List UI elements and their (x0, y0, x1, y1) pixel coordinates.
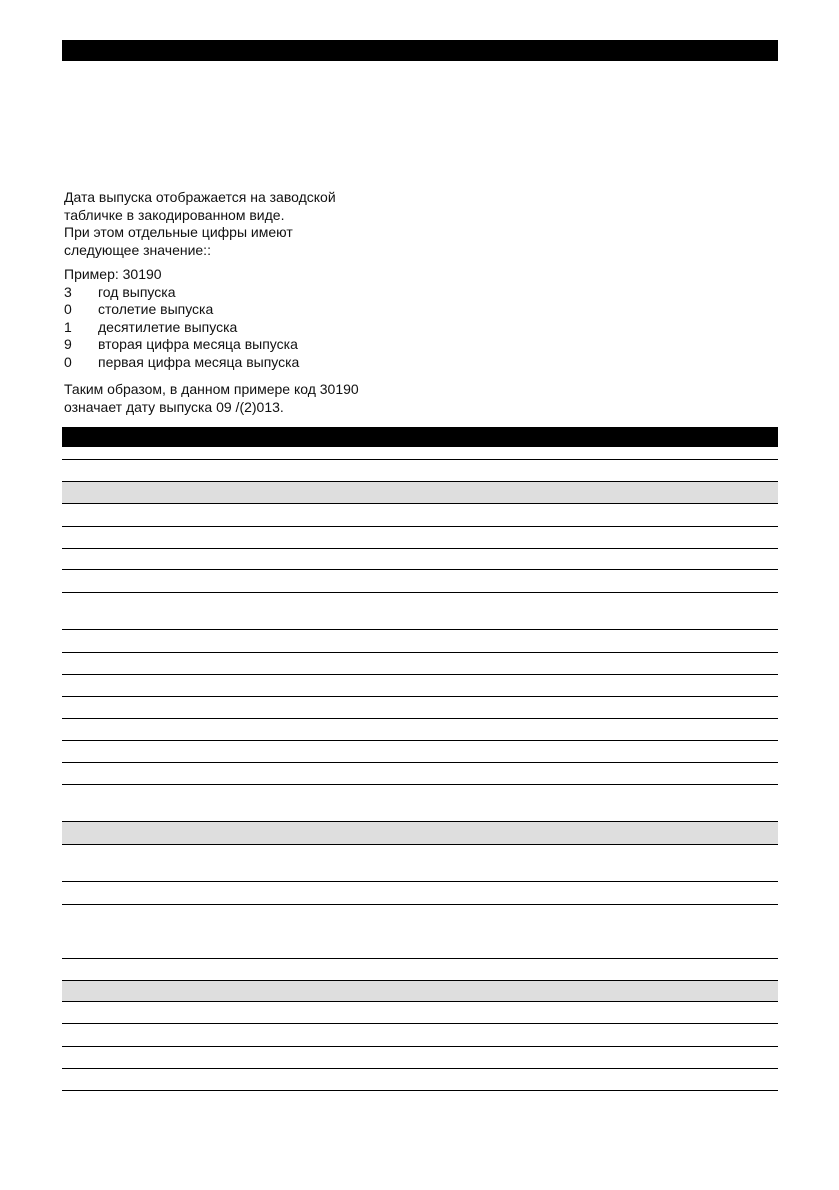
example-block (64, 266, 299, 371)
table-row (62, 482, 778, 504)
table-row (62, 822, 778, 845)
example-digit: 0 (64, 353, 72, 370)
table-row (62, 504, 778, 527)
table-row (62, 741, 778, 763)
summary-paragraph (64, 381, 359, 416)
table-row (62, 675, 778, 697)
example-row (64, 354, 299, 372)
summary-line: означает дату выпуска 09 /(2)013. (64, 398, 284, 415)
table-row (62, 460, 778, 482)
table-row (62, 527, 778, 549)
table-row (62, 763, 778, 785)
table-row (62, 1024, 778, 1047)
table-row (62, 1047, 778, 1069)
table-row (62, 1069, 778, 1091)
example-meaning: первая цифра месяца выпуска (98, 353, 300, 370)
table-row (62, 845, 778, 882)
example-meaning: десятилетие выпуска (98, 318, 238, 335)
example-meaning: год выпуска (98, 283, 176, 300)
table-header-bar (62, 427, 778, 447)
table-row (62, 785, 778, 822)
table-row (62, 593, 778, 630)
table-row (62, 905, 778, 959)
table-row (62, 630, 778, 653)
table-row (62, 882, 778, 905)
table-row (62, 447, 778, 460)
intro-line: При этом отдельные цифры имеют (64, 224, 293, 240)
table-row (62, 719, 778, 741)
table-row (62, 653, 778, 675)
example-title: Пример: 30190 (64, 266, 162, 282)
summary-line: Таким образом, в данном примере код 30190 (64, 381, 359, 397)
specs-table (62, 427, 778, 1091)
intro-line: табличке в закодированном виде. (64, 206, 285, 223)
example-row (64, 319, 299, 337)
table-row (62, 570, 778, 593)
header-bar (62, 40, 778, 61)
example-row (64, 301, 299, 319)
table-body (62, 447, 778, 1091)
table-row (62, 981, 778, 1002)
example-row (64, 336, 299, 354)
intro-line: Дата выпуска отображается на заводской (64, 189, 336, 205)
example-meaning: столетие выпуска (98, 301, 214, 317)
example-digit: 9 (64, 336, 72, 352)
table-row (62, 1002, 778, 1024)
example-row (64, 284, 299, 302)
example-digit: 1 (64, 318, 72, 335)
table-row (62, 549, 778, 570)
example-meaning: вторая цифра месяца выпуска (98, 336, 298, 352)
table-row (62, 959, 778, 981)
table-row (62, 697, 778, 719)
intro-line: следующее значение:: (64, 241, 211, 258)
example-digit: 0 (64, 301, 72, 317)
intro-paragraph (64, 189, 336, 259)
example-digit: 3 (64, 283, 72, 300)
